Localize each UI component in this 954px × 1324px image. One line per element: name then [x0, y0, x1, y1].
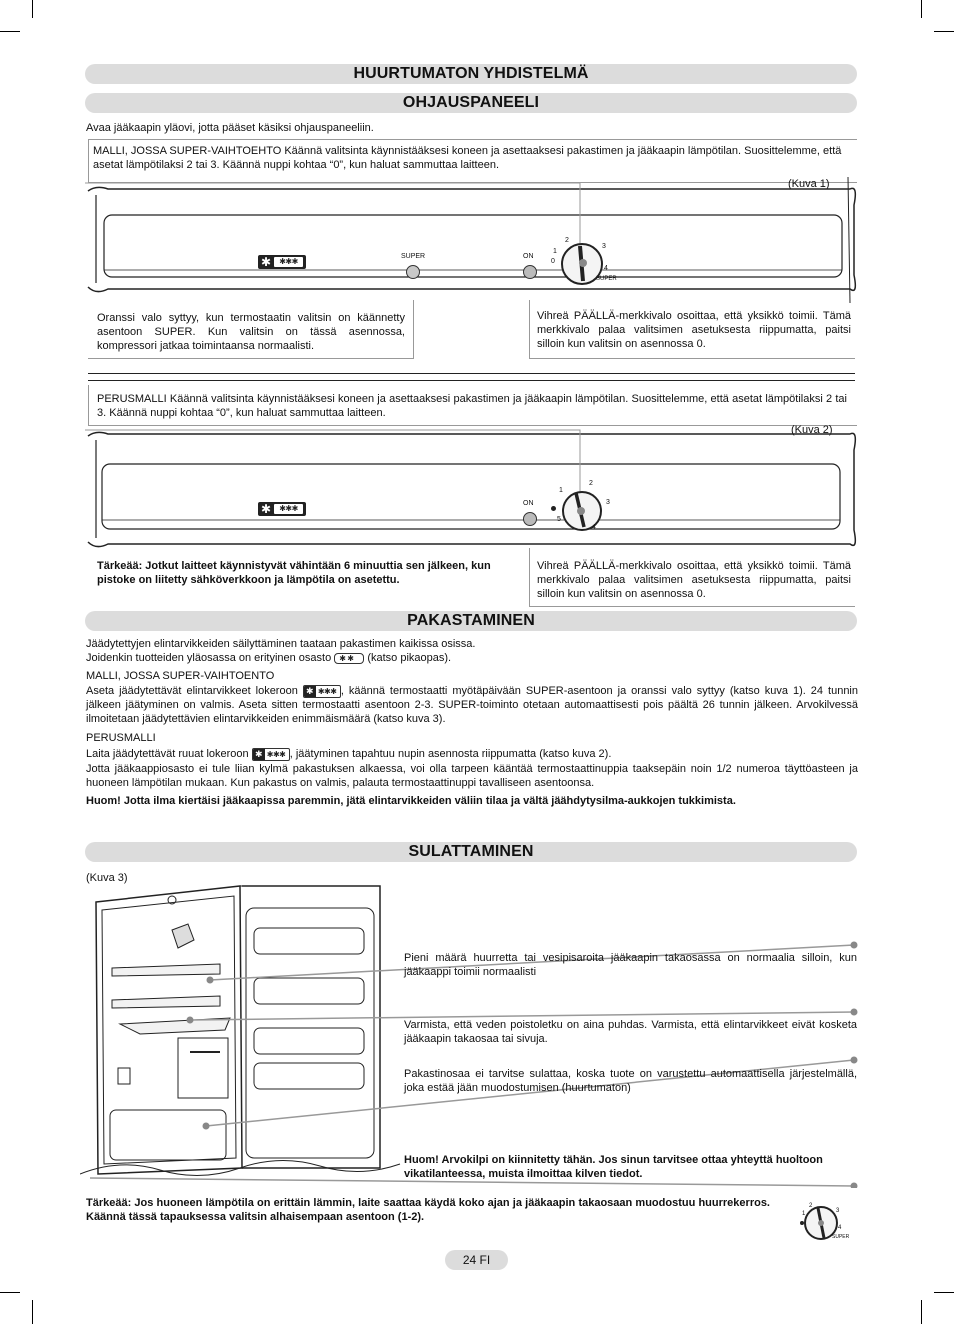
- heading-control-panel: OHJAUSPANEELI: [85, 93, 857, 113]
- fig2-panel-drawing: [82, 420, 862, 560]
- divider: [88, 380, 855, 381]
- intro-text: Avaa jääkaapin yläovi, jotta pääset käsiksi ohjauspaneeliin.: [86, 122, 374, 134]
- dial-mark: SUPER: [832, 1234, 850, 1240]
- crop-mark: [0, 1292, 20, 1293]
- defrost-important: Tärkeää: Jos huoneen lämpötila on erittäin lämmin, laite saattaa käydä koko ajan ja jääkaapin takaosaan muodostuu huurrekerros. Käännä tässä tapauksessa valitsin alhaisempaan asentoon (1-2).: [86, 1197, 770, 1223]
- freezer-compartment-icon: ✱ ✱✱✱: [252, 748, 290, 761]
- on-indicator-light: [523, 512, 537, 526]
- fig1-callout-left: Oranssi valo syttyy, kun termostaatin valitsin on käännetty asentoon SUPER. Kun valitsin on tässä asennossa, kompressori jatkaa toimintaansa normaalisti.: [97, 312, 405, 352]
- defrost-callout-2: Varmista, että veden poistoletku on aina puhdas. Varmista, että elintarvikkeet eivät kosketa jääkaapin takaosaa tai sivuja.: [404, 1019, 857, 1045]
- defrost-callout-3: Pakastinosaa ei tarvitse sulattaa, koska tuote on varustettu automaattisella järjestelmällä, joka estää jään muodostumisen (huurtumaton): [404, 1068, 857, 1094]
- fig2-description: PERUSMALLI Käännä valitsinta käynnistääksesi koneen ja asettaaksesi pakastimen ja jääkaapin lämpötilan. Suosittelemme, että asetat lämpötilaksi 2 tai 3. Käännä nuppi kohtaa “0”, kun haluat sammuttaa laitteen.: [97, 393, 847, 419]
- dial-mark: 1: [553, 248, 557, 255]
- crop-mark: [32, 1300, 33, 1324]
- freezing-p1: Jäädytettyjen elintarvikkeiden säilyttäminen taataan pakastimen kaikissa osissa.: [86, 638, 476, 650]
- off-dot-icon: [551, 506, 556, 511]
- quick-freeze-compartment-icon: ✱ ✱: [334, 653, 364, 664]
- freezing-p2-after: (katso pikaopas).: [367, 652, 452, 664]
- freezing-super-text: [86, 684, 858, 726]
- fig3-caption: (Kuva 3): [86, 872, 128, 884]
- dial-mark: 2: [809, 1203, 813, 1209]
- dial-mark: 4: [592, 524, 596, 531]
- model-super-heading: MALLI, JOSSA SUPER-VAIHTOENTO: [86, 670, 275, 682]
- freezing-basic-after: , jäätyminen tapahtuu nupin asennosta riippumatta (katso kuva 2).: [289, 748, 612, 760]
- freezer-compartment-icon: ✱ ✱✱✱: [258, 255, 306, 269]
- heading-frostfree: HUURTUMATON YHDISTELMÄ: [85, 64, 857, 84]
- dial-mark: 3: [606, 499, 610, 506]
- on-label: ON: [523, 253, 534, 260]
- page-number: 24 FI: [445, 1250, 508, 1270]
- freezing-note: Huom! Jotta ilma kiertäisi jääkaapissa paremmin, jätä elintarvikkeiden väliin tilaa ja vältä jäähdytysilma-aukkojen tukkimista.: [86, 795, 736, 807]
- crop-mark: [921, 1300, 922, 1324]
- dial-mark: 5: [557, 516, 561, 523]
- freezer-compartment-icon: ✱ ✱✱✱: [303, 685, 341, 698]
- dial-pointer-icon: [562, 491, 602, 531]
- freezing-p2: [86, 651, 858, 665]
- model-basic-heading: PERUSMALLI: [86, 732, 156, 744]
- defrost-callout-4: Huom! Arvokilpi on kiinnitetty tähän. Jos sinun tarvitsee ottaa yhteyttä huoltoon vikatilanteessa, muista ilmoittaa kilven tiedot.: [404, 1154, 823, 1180]
- dial-mark: 3: [836, 1208, 840, 1214]
- dial-mark: 3: [602, 243, 606, 250]
- dial-mark: 0: [551, 258, 555, 265]
- dial-mark: 2: [589, 480, 593, 487]
- freezing-basic-text: [86, 747, 858, 761]
- fig2-callout-left: Tärkeää: Jotkut laitteet käynnistyvät vähintään 6 minuuttia sen jälkeen, kun pistoke on liitetty sähköverkkoon ja lämpötila on asetettu.: [97, 560, 491, 586]
- dial-mark: 4: [604, 265, 608, 272]
- heading-defrosting: SULATTAMINEN: [85, 842, 857, 862]
- fig1-panel-drawing: [82, 175, 862, 305]
- fig1-description: MALLI, JOSSA SUPER-VAIHTOEHTO Käännä valitsinta käynnistääksesi koneen ja asettaaksesi pakastimen ja jääkaapin lämpötilan. Suosittelemme, että asetat lämpötilaksi 2 tai 3. Käännä nuppi kohtaa “0”, kun haluat sammuttaa laitteen.: [93, 145, 842, 171]
- off-dot-icon: [800, 1221, 804, 1225]
- freezing-basic-p2: Jotta jääkaappiosasto ei tule liian kylmä pakastuksen alkaessa, voi olla tarpeen kääntää termostaattinuppia taaksepäin noin 1/2 numeroa täyttöasteen ja huoneen lämpötilan mukaan. Kun pakastus on valmis, palauta termostaattinuppi tavalliseen asentoonsa.: [86, 763, 858, 789]
- freezing-super-after: , käännä termostaatti myötäpäivään SUPER-asentoon ja oranssi valo syttyy (katso kuva 1). 24 tunnin jälkeen jäätyminen on valmis. Aseta sitten termostaatti asentoon 2-3. SUPER-toiminto otetaan automaattisesti pois päältä 26 tunnin jälkeen. Arvokilvessä ilmoitetaan jäädytettävien elintarvikkeiden enimmäismäärä (katso kuva 3).: [86, 685, 858, 725]
- freezing-p2-before: Joidenkin tuotteiden yläosassa on erityinen osasto: [86, 652, 332, 664]
- fig2-caption: (Kuva 2): [791, 424, 833, 436]
- heading-freezing: PAKASTAMINEN: [85, 611, 857, 631]
- crop-mark: [921, 0, 922, 18]
- freezing-basic-before: Laita jäädytettävät ruuat lokeroon: [86, 748, 249, 760]
- crop-mark: [32, 0, 33, 18]
- on-indicator-light: [523, 265, 537, 279]
- dial-mark: 1: [802, 1211, 806, 1217]
- super-label: SUPER: [401, 253, 426, 260]
- fig1-callout-right: Vihreä PÄÄLLÄ-merkkivalo osoittaa, että yksikkö toimii. Tämä merkkivalo palaa valitsimen asetuksesta riippumatta, paitsi silloin kun valitsin on asennossa 0.: [537, 310, 851, 350]
- freezer-compartment-icon: ✱ ✱✱✱: [258, 502, 306, 516]
- defrost-callout-1: Pieni määrä huurretta tai vesipisaroita jääkaapin takaosassa on normaalia silloin, kun jääkaappi toimii normaalisti: [404, 952, 857, 978]
- crop-mark: [934, 31, 954, 32]
- super-indicator-light: [406, 265, 420, 279]
- divider: [88, 373, 855, 374]
- dial-mark: 4: [838, 1225, 842, 1231]
- dial-mark: SUPER: [596, 276, 617, 282]
- crop-mark: [934, 1292, 954, 1293]
- freezing-super-before: Aseta jäädytettävät elintarvikkeet lokeroon: [86, 685, 298, 697]
- fig2-callout-right: Vihreä PÄÄLLÄ-merkkivalo osoittaa, että yksikkö toimii. Tämä merkkivalo palaa valitsimen asetuksesta riippumatta, paitsi silloin kun valitsin on asennossa 0.: [537, 560, 851, 600]
- dial-mark: 1: [559, 487, 563, 494]
- dial-mark: 2: [565, 237, 569, 244]
- crop-mark: [0, 31, 20, 32]
- fig1-caption: (Kuva 1): [788, 178, 830, 190]
- on-label: ON: [523, 500, 534, 507]
